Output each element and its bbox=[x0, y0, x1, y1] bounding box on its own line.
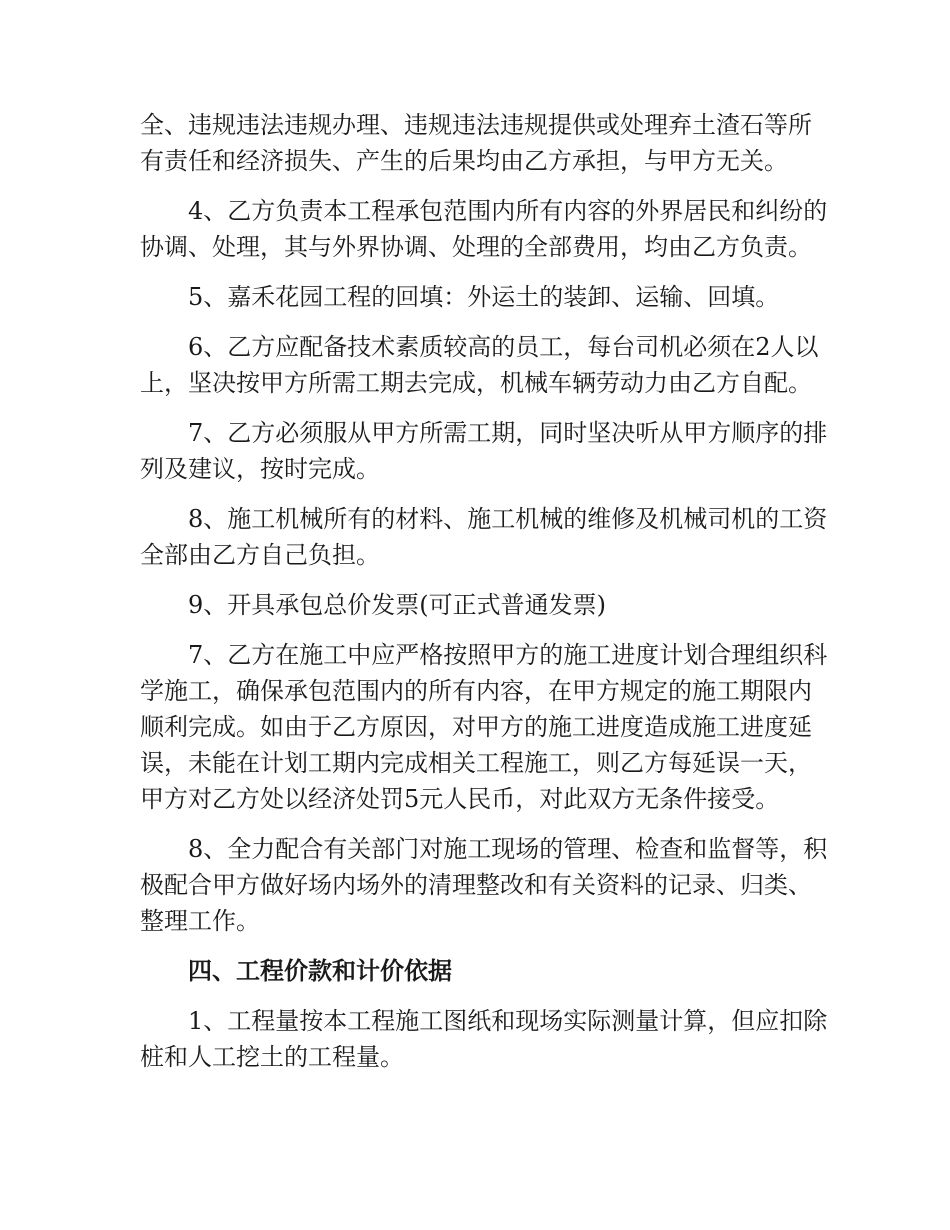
document-body bbox=[140, 107, 830, 1089]
clause-7b-paragraph: 7、乙方在施工中应严格按照甲方的施工进度计划合理组织科学施工，确保承包范围内的所有内容，在甲方规定的施工期限内顺利完成。如由于乙方原因，对甲方的施工进度造成施工进度延误，未能在计划工期内完成相关工程施工，则乙方每延误一天，甲方对乙方处以经济处罚5元人民币，对此双方无条件接受。 bbox=[140, 641, 828, 813]
clause-4-paragraph: 4、乙方负责本工程承包范围内所有内容的外界居民和纠纷的协调、处理，其与外界协调、处理的全部费用，均由乙方负责。 bbox=[140, 197, 828, 261]
section-heading: 四、工程价款和计价依据 bbox=[188, 957, 452, 985]
clause-5-paragraph: 5、嘉禾花园工程的回填：外运土的装卸、运输、回填。 bbox=[188, 283, 780, 311]
clause-8b-paragraph: 8、全力配合有关部门对施工现场的管理、检查和监督等，积极配合甲方做好场内场外的清理整改和有关资料的记录、归类、整理工作。 bbox=[140, 835, 828, 935]
clause-6-paragraph: 6、乙方应配备技术素质较高的员工，每台司机必须在2人以上，坚决按甲方所需工期去完成，机械车辆劳动力由乙方自配。 bbox=[140, 333, 819, 397]
clause-9-paragraph: 9、开具承包总价发票(可正式普通发票) bbox=[188, 591, 606, 619]
paragraph-continuation: 全、违规违法违规办理、违规违法违规提供或处理弃土渣石等所有责任和经济损失、产生的后果均由乙方承担，与甲方无关。 bbox=[140, 111, 812, 175]
clause-8-paragraph: 8、施工机械所有的材料、施工机械的维修及机械司机的工资全部由乙方自己负担。 bbox=[140, 505, 828, 569]
clause-7-paragraph: 7、乙方必须服从甲方所需工期，同时坚决听从甲方顺序的排列及建议，按时完成。 bbox=[140, 419, 828, 483]
section-4-clause-1-paragraph: 1、工程量按本工程施工图纸和现场实际测量计算，但应扣除桩和人工挖土的工程量。 bbox=[140, 1007, 828, 1071]
